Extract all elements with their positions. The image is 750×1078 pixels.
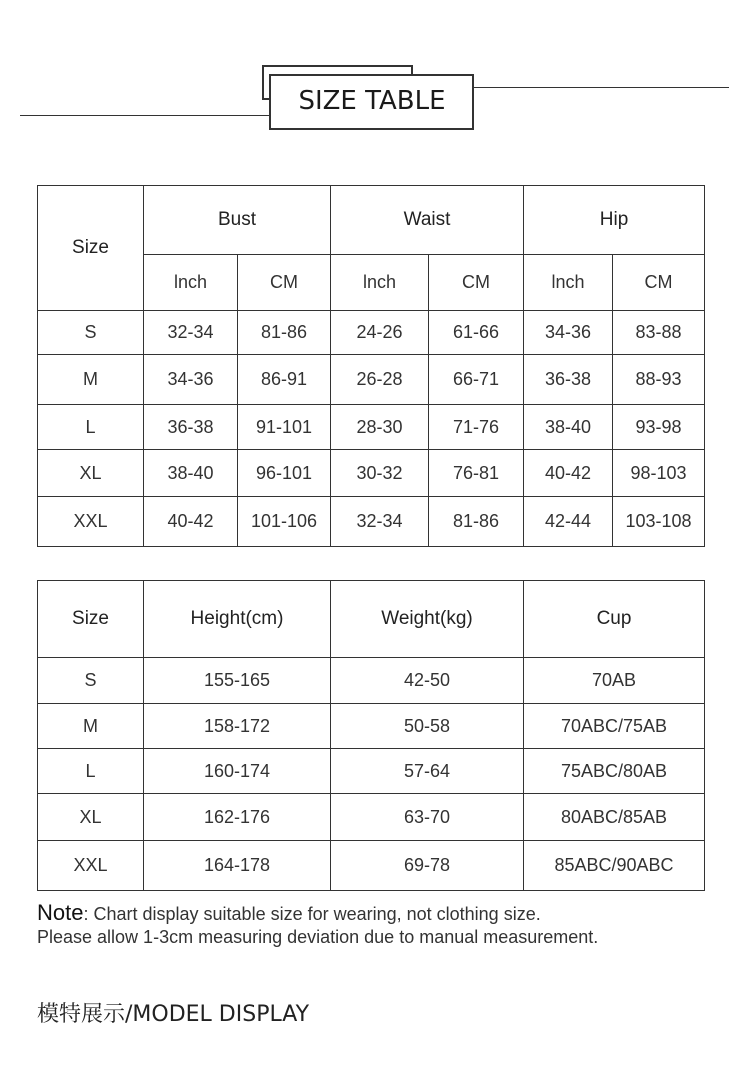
table-cell: 38-40 — [144, 450, 238, 497]
unit-header: CM — [238, 255, 331, 311]
table-cell: 34-36 — [144, 355, 238, 405]
table-row — [38, 355, 705, 405]
table-cell: 36-38 — [524, 355, 613, 405]
cup-cell: 80ABC/85AB — [524, 794, 705, 841]
weight-cell: 50-58 — [331, 704, 524, 749]
table-cell: 38-40 — [524, 405, 613, 450]
size-cell: S — [38, 658, 144, 704]
model-display-heading: 模特展示/MODEL DISPLAY — [37, 1002, 310, 1027]
table-cell: 101-106 — [238, 497, 331, 547]
table-cell: 40-42 — [144, 497, 238, 547]
height-cell: 155-165 — [144, 658, 331, 704]
table-cell: 83-88 — [613, 311, 705, 355]
table-row — [38, 704, 705, 749]
table-cell: 93-98 — [613, 405, 705, 450]
weight-cell: 63-70 — [331, 794, 524, 841]
table-cell: 34-36 — [524, 311, 613, 355]
table-cell: 81-86 — [238, 311, 331, 355]
page-title: SIZE TABLE — [298, 86, 446, 116]
table-row — [38, 794, 705, 841]
table-cell: 91-101 — [238, 405, 331, 450]
weight-cell: 42-50 — [331, 658, 524, 704]
table-row — [38, 658, 705, 704]
height-cell: 164-178 — [144, 841, 331, 891]
table-row — [38, 497, 705, 547]
unit-header: lnch — [331, 255, 429, 311]
header-row — [38, 581, 705, 658]
size-cell: XXL — [38, 841, 144, 891]
header-rule-left — [20, 115, 300, 116]
size-cell: L — [38, 405, 144, 450]
table-cell: 32-34 — [144, 311, 238, 355]
group-header-hip: Hip — [524, 186, 705, 255]
table-row — [38, 311, 705, 355]
cup-cell: 75ABC/80AB — [524, 749, 705, 794]
height-cell: 160-174 — [144, 749, 331, 794]
height-cell: 158-172 — [144, 704, 331, 749]
height-cell: 162-176 — [144, 794, 331, 841]
body-size-table — [37, 580, 705, 891]
table-cell: 66-71 — [429, 355, 524, 405]
table-cell: 36-38 — [144, 405, 238, 450]
table-cell: 96-101 — [238, 450, 331, 497]
table-cell: 26-28 — [331, 355, 429, 405]
note-line-2: Please allow 1-3cm measuring deviation due to manual measurement. — [37, 927, 599, 947]
note-text: : Chart display suitable size for wearing, not clothing size. — [83, 904, 541, 924]
table-cell: 24-26 — [331, 311, 429, 355]
unit-header: lnch — [144, 255, 238, 311]
note-line-1 — [37, 900, 541, 926]
size-cell: XXL — [38, 497, 144, 547]
group-header-bust: Bust — [144, 186, 331, 255]
note-label: Note — [37, 900, 84, 925]
size-header: Size — [38, 186, 144, 311]
table-row — [38, 841, 705, 891]
unit-header: CM — [613, 255, 705, 311]
table-cell: 86-91 — [238, 355, 331, 405]
table-cell: 103-108 — [613, 497, 705, 547]
weight-cell: 69-78 — [331, 841, 524, 891]
table-cell: 88-93 — [613, 355, 705, 405]
table-row — [38, 450, 705, 497]
table-row — [38, 749, 705, 794]
table-cell: 40-42 — [524, 450, 613, 497]
weight-cell: 57-64 — [331, 749, 524, 794]
measurement-table — [37, 185, 705, 547]
header-row-groups — [38, 186, 705, 255]
size-cell: XL — [38, 450, 144, 497]
table-cell: 42-44 — [524, 497, 613, 547]
unit-header: lnch — [524, 255, 613, 311]
header-rule-right — [474, 87, 729, 88]
table-cell: 61-66 — [429, 311, 524, 355]
size-cell: M — [38, 704, 144, 749]
cup-cell: 70ABC/75AB — [524, 704, 705, 749]
size-header: Size — [38, 581, 144, 658]
cup-header: Cup — [524, 581, 705, 658]
table-cell: 71-76 — [429, 405, 524, 450]
group-header-waist: Waist — [331, 186, 524, 255]
table-cell: 81-86 — [429, 497, 524, 547]
weight-header: Weight(kg) — [331, 581, 524, 658]
table-cell: 28-30 — [331, 405, 429, 450]
table-cell: 32-34 — [331, 497, 429, 547]
cup-cell: 70AB — [524, 658, 705, 704]
size-cell: S — [38, 311, 144, 355]
table-row — [38, 405, 705, 450]
size-cell: XL — [38, 794, 144, 841]
table-cell: 30-32 — [331, 450, 429, 497]
size-cell: M — [38, 355, 144, 405]
size-cell: L — [38, 749, 144, 794]
table-cell: 76-81 — [429, 450, 524, 497]
table-cell: 98-103 — [613, 450, 705, 497]
cup-cell: 85ABC/90ABC — [524, 841, 705, 891]
height-header: Height(cm) — [144, 581, 331, 658]
unit-header: CM — [429, 255, 524, 311]
